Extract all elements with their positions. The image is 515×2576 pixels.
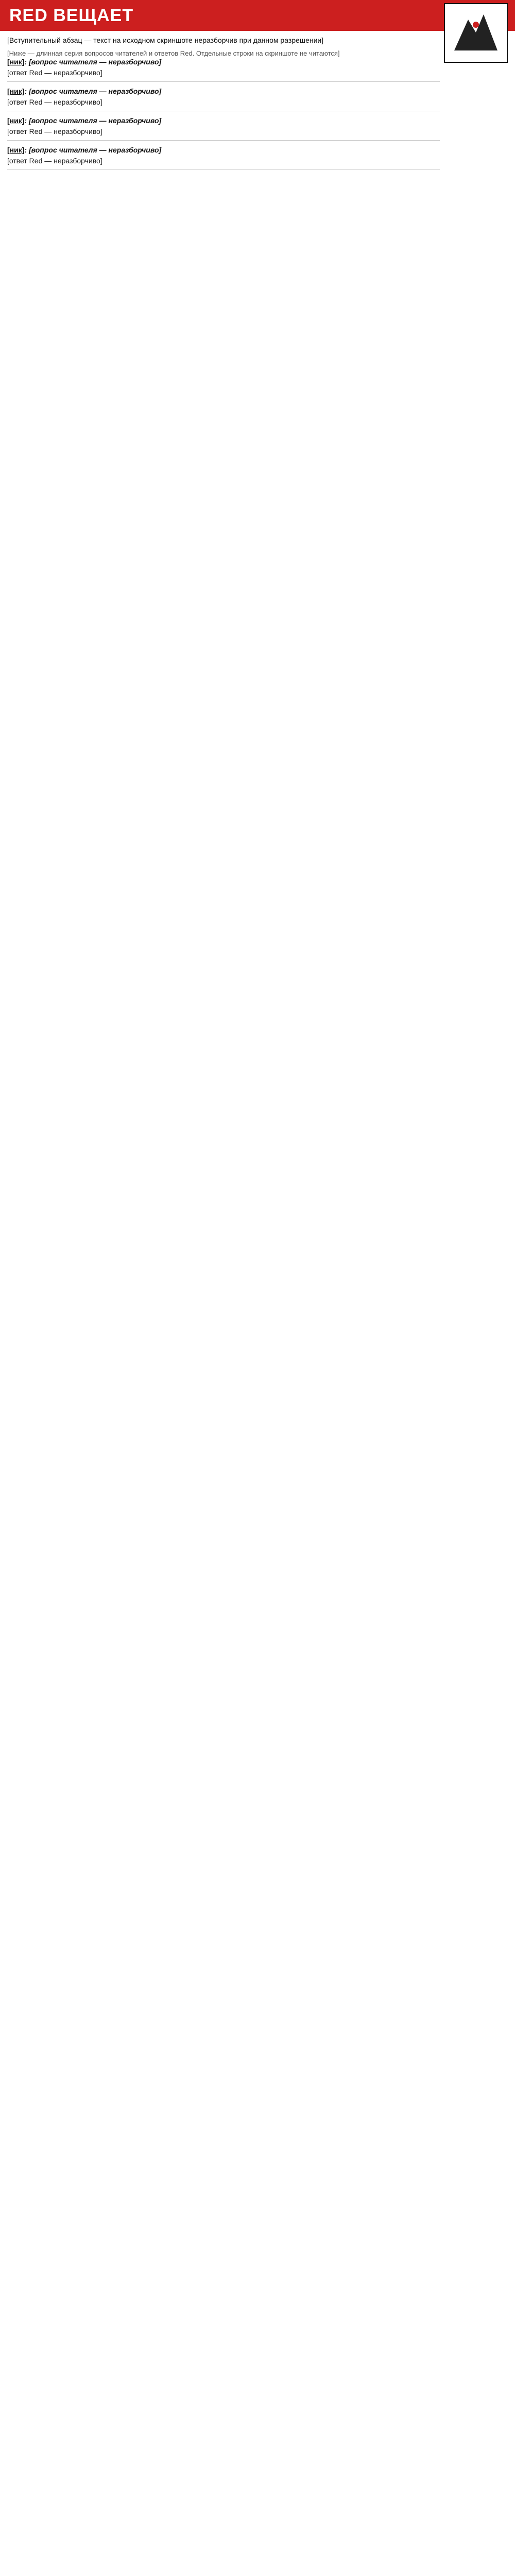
qa-item [7, 146, 440, 170]
qa-item [7, 116, 440, 141]
answer: [ответ Red — неразборчиво] [7, 68, 102, 77]
crow-icon [445, 4, 507, 62]
page-header [0, 0, 515, 31]
qa-note: [Ниже — длинная серия вопросов читателей и ответов Red. Отдельные строки на скриншоте не читаются] [7, 49, 340, 57]
page-title: RED ВЕЩАЕТ [9, 5, 134, 25]
question: [ник]: [вопрос читателя — неразборчиво] [7, 116, 162, 125]
intro-text: [Вступительный абзац — текст на исходном скриншоте неразборчив при данном разрешении] [7, 36, 324, 44]
nickname: [ник] [7, 87, 25, 96]
qa-content [7, 36, 440, 2576]
question-text: [вопрос читателя — неразборчиво] [28, 116, 162, 125]
nickname: [ник] [7, 58, 25, 66]
question-text: [вопрос читателя — неразборчиво] [28, 146, 162, 155]
nickname: [ник] [7, 146, 25, 155]
logo-image [444, 3, 508, 63]
question: [ник]: [вопрос читателя — неразборчиво] [7, 87, 162, 96]
question: [ник]: [вопрос читателя — неразборчиво] [7, 146, 162, 155]
question-text: [вопрос читателя — неразборчиво] [28, 58, 162, 66]
question-text: [вопрос читателя — неразборчиво] [28, 87, 162, 96]
qa-item [7, 58, 440, 82]
question: [ник]: [вопрос читателя — неразборчиво] [7, 58, 162, 66]
answer: [ответ Red — неразборчиво] [7, 156, 102, 165]
nickname: [ник] [7, 116, 25, 125]
answer: [ответ Red — неразборчиво] [7, 97, 102, 106]
answer: [ответ Red — неразборчиво] [7, 127, 102, 135]
qa-item [7, 87, 440, 111]
